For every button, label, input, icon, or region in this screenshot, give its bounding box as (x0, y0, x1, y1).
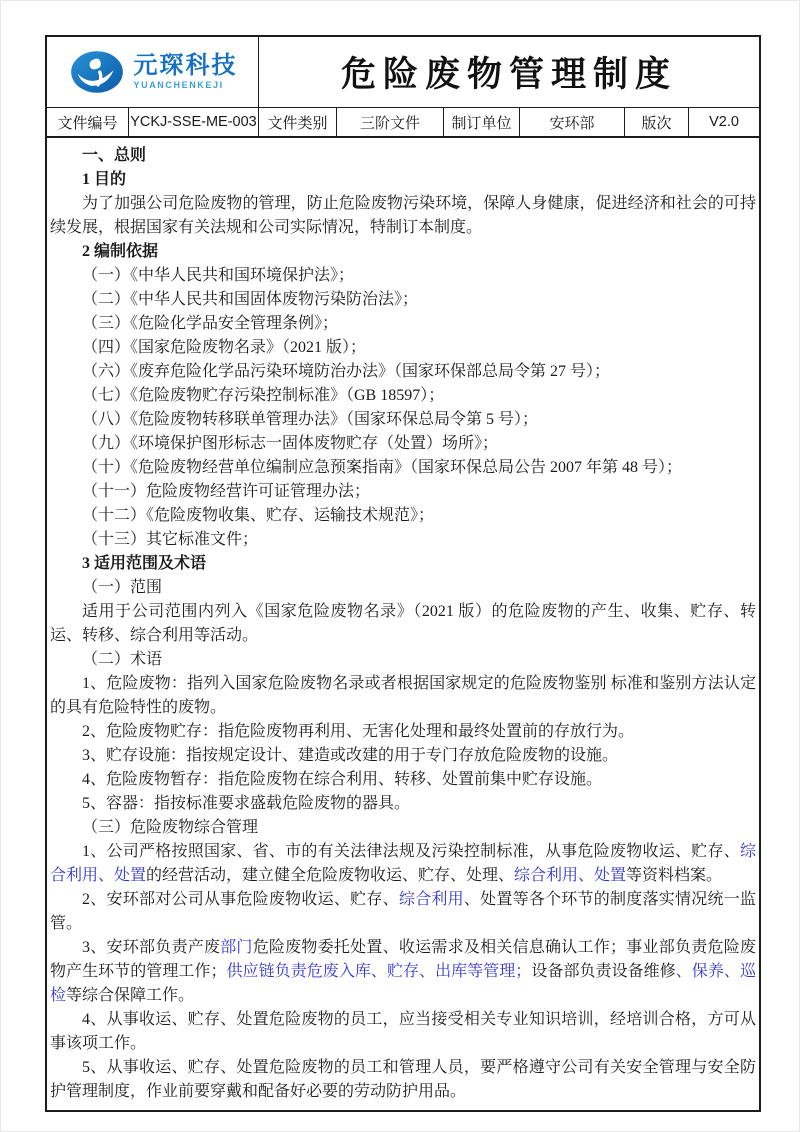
section-heading (50, 144, 756, 168)
file-number-label: 文件编号 (47, 108, 129, 136)
file-category-value: 三阶文件 (337, 108, 444, 136)
logo-text (134, 54, 238, 90)
paragraph (50, 264, 756, 288)
paragraph (50, 432, 756, 456)
body-text: 1、公司严格按照国家、省、市的有关法律法规及污染控制标准，从事危险废物收运、贮存、 (82, 843, 740, 860)
body-text: （三）《危险化学品安全管理条例》； (82, 315, 339, 332)
body-text: （六）《废弃危险化学品污染环境防治办法》（国家环保部总局令第 27 号）； (82, 363, 611, 380)
company-logo (47, 37, 259, 107)
revision-text: 综合利用、处置 (50, 843, 756, 884)
paragraph (50, 480, 756, 504)
version-value: V2.0 (709, 114, 739, 130)
body-text: 2、危险废物贮存：指危险废物再利用、无害化处理和最终处置前的存放行为。 (82, 723, 635, 740)
body-text: 、处置等各个环节的制度落实情况统一监管。 (50, 891, 756, 932)
page-title: 危险废物管理制度 (340, 55, 677, 94)
body-text: （十二）《危险废物收集、贮存、运输技术规范》； (82, 507, 435, 524)
body-text: （十一）危险废物经营许可证管理办法； (82, 483, 371, 500)
paragraph (50, 504, 756, 528)
revision-text: 、保养、巡检 (50, 963, 756, 1004)
body-text: 4、危险废物暂存：指危险废物在综合利用、转移、处置前集中贮存设施。 (82, 771, 603, 788)
body-text: 3、安环部负责产废 (82, 939, 221, 956)
body-text: （四）《国家危险废物名录》（2021 版）； (82, 339, 367, 356)
revision-text: 综合利用、处置 (514, 867, 627, 884)
file-category-label: 文件类别 (259, 108, 337, 136)
body-text: 5、容器：指按标准要求盛载危险废物的器具。 (82, 795, 411, 812)
logo-company-name: 元琛科技 (133, 52, 238, 79)
paragraph (50, 768, 756, 792)
version-label: 版次 (625, 108, 689, 136)
body-text: （十）《危险废物经营单位编制应急预案指南》（国家环保总局公告 2007 年第 48 号）； (82, 459, 683, 476)
body-text: （二）《中华人民共和国固体废物污染防治法》； (82, 291, 419, 308)
body-text: 等综合保障工作。 (66, 987, 195, 1004)
paragraph (50, 792, 756, 816)
issuing-unit-value: 安环部 (520, 108, 625, 136)
issuing-unit-label: 制订单位 (444, 108, 520, 136)
body-text: 危险废物委托处置、收运需求及相关信息确认工作；事业部负责危险废物产生环节的管理工作； (50, 939, 756, 980)
body-text: 2、安环部对公司从事危险废物收运、贮存、 (82, 891, 399, 908)
section-heading (50, 168, 756, 192)
logo-mark-icon (68, 48, 126, 96)
body-text: 5、从事收运、贮存、处置危险废物的员工和管理人员，要严格遵守公司有关安全管理与安全防护管理制度，作业前要穿戴和配备好必要的劳动防护用品。 (50, 1059, 756, 1100)
paragraph (50, 1008, 756, 1056)
paragraph (50, 672, 756, 720)
paragraph (50, 936, 756, 1008)
file-number-value: YCKJ-SSE-ME-003 (129, 108, 259, 136)
title-cell (259, 37, 759, 107)
paragraph (50, 384, 756, 408)
paragraph (50, 576, 756, 600)
document-header (47, 37, 759, 108)
body-text: 一、总则 (82, 147, 147, 164)
body-text: 4、从事收运、贮存、处置危险废物的员工，应当接受相关专业知识培训，经培训合格，方可从事该项工作。 (50, 1011, 756, 1052)
body-text: 设备部负责设备维修 (531, 963, 676, 980)
body-text: 3 适用范围及术语 (82, 555, 207, 572)
paragraph (50, 840, 756, 888)
paragraph (50, 648, 756, 672)
paragraph (50, 888, 756, 936)
body-text: （二）术语 (82, 651, 163, 668)
body-text: （三）危险废物综合管理 (82, 819, 259, 836)
body-text: 3、贮存设施：指按规定设计、建造或改建的用于专门存放危险废物的设施。 (82, 747, 619, 764)
paragraph (50, 408, 756, 432)
paragraph (50, 360, 756, 384)
paragraph (50, 456, 756, 480)
body-text: 2 编制依据 (82, 243, 159, 260)
logo-company-name-en: YUANCHENKEJI (133, 80, 224, 90)
paragraph (50, 1056, 756, 1104)
paragraph (50, 816, 756, 840)
paragraph (50, 744, 756, 768)
body-text: （十三）其它标准文件； (82, 531, 259, 548)
body-text: 为了加强公司危险废物的管理，防止危险废物污染环境，保障人身健康，促进经济和社会的可持续发展，根据国家有关法规和公司实际情况，特制订本制度。 (50, 195, 756, 236)
document-meta-row (47, 108, 759, 138)
paragraph (50, 336, 756, 360)
body-text: （八）《危险废物转移联单管理办法》（国家环保总局令第 5 号）； (82, 411, 539, 428)
paragraph (50, 528, 756, 552)
section-heading (50, 552, 756, 576)
body-text: （七）《危险废物贮存污染控制标准》（GB 18597）； (82, 387, 445, 404)
document-body (47, 138, 759, 1110)
section-heading (50, 240, 756, 264)
body-text: （一）《中华人民共和国环境保护法》； (82, 267, 355, 284)
body-text: （一）范围 (82, 579, 163, 596)
body-text: 1、危险废物：指列入国家危险废物名录或者根据国家规定的危险废物鉴别 标准和鉴别方法认定的具有危险特性的废物。 (50, 675, 756, 716)
body-text: （九）《环境保护图形标志一固体废物贮存（处置）场所》； (82, 435, 499, 452)
paragraph (50, 312, 756, 336)
body-text: 适用于公司范围内列入《国家危险废物名录》（2021 版）的危险废物的产生、收集、贮存、转运、转移、综合利用等活动。 (50, 603, 756, 644)
body-text: 的经营活动，建立健全危险废物收运、贮存、处理、 (146, 867, 515, 884)
body-text: 等资料档案。 (626, 867, 723, 884)
revision-text: 综合利用 (398, 891, 464, 908)
revision-text: 供应链负责危废入库、贮存、出库等管理； (226, 963, 532, 980)
body-text: 1 目的 (82, 171, 127, 188)
paragraph (50, 192, 756, 240)
paragraph (50, 600, 756, 648)
document-frame (45, 35, 761, 1112)
paragraph (50, 288, 756, 312)
paragraph (50, 720, 756, 744)
revision-text: 部门 (220, 939, 253, 956)
